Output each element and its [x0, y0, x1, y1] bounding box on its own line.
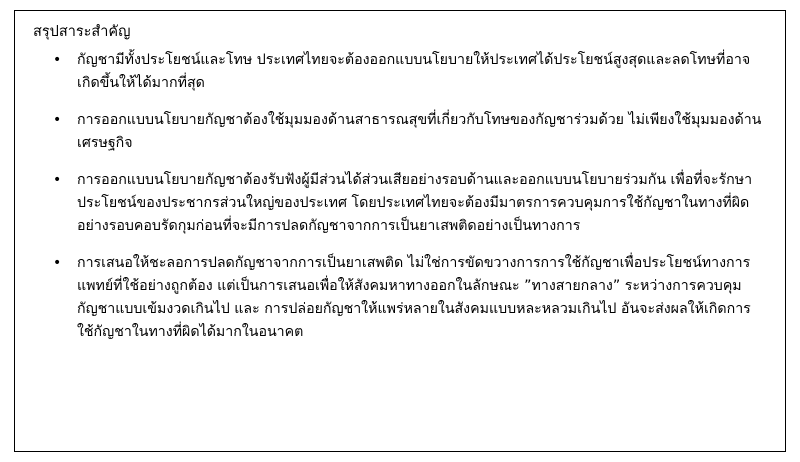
bullet-icon: •	[53, 111, 62, 128]
summary-box	[14, 10, 786, 452]
list-item-text: กัญชามีทั้งประโยชน์และโทษ ประเทศไทยจะต้องออกแบบนโยบายให้ประเทศได้ประโยชน์สูงสุดและลดโทษที่อาจเกิดขึ้นให้ได้มากที่สุด	[77, 51, 751, 91]
list-item	[31, 252, 763, 344]
list-item-text: การออกแบบนโยบายกัญชาต้องรับฟังผู้มีส่วนได้ส่วนเสียอย่างรอบด้านและออกแบบนโยบายร่วมกัน เพื่อที่จะรักษาประโยชน์ของประชากรส่วนใหญ่ของประเทศ โดยประเทศไทยจะต้องมีมาตรการควบคุมการใช้กัญชาในทางที่ผิดอย่างรอบคอบรัดกุมก่อนที่จะมีการปลดกัญชาจากการเป็นยาเสพติดอย่างเป็นทางการ	[77, 171, 753, 234]
list-item-text: การออกแบบนโยบายกัญชาต้องใช้มุมมองด้านสาธารณสุขที่เกี่ยวกับโทษของกัญชาร่วมด้วย ไม่เพียงใช้มุมมองด้านเศรษฐกิจ	[77, 111, 762, 151]
bullet-icon: •	[53, 254, 62, 271]
list-item-text: การเสนอให้ชะลอการปลดกัญชาจากการเป็นยาเสพติด ไม่ใช่การขัดขวางการการใช้กัญชาเพื่อประโยชน์ทางการแพทย์ที่ใช้อย่างถูกต้อง แต่เป็นการเสนอเพื่อให้สังคมหาทางออกในลักษณะ ”ทางสายกลาง” ระหว่างการควบคุมกัญชาแบบเข้มงวดเกินไป และ การปล่อยกัญชาให้แพร่หลายในสังคมแบบหละหลวมเกินไป อันจะส่งผลให้เกิดการใช้กัญชาในทางที่ผิดได้มากในอนาคต	[77, 254, 751, 340]
box-title: สรุปสาระสำคัญ	[33, 24, 131, 40]
list-item	[31, 49, 763, 95]
list-item	[31, 169, 763, 238]
list-item	[31, 109, 763, 155]
summary-points-list	[31, 49, 763, 344]
bullet-icon: •	[53, 171, 62, 188]
bullet-icon: •	[53, 51, 62, 68]
